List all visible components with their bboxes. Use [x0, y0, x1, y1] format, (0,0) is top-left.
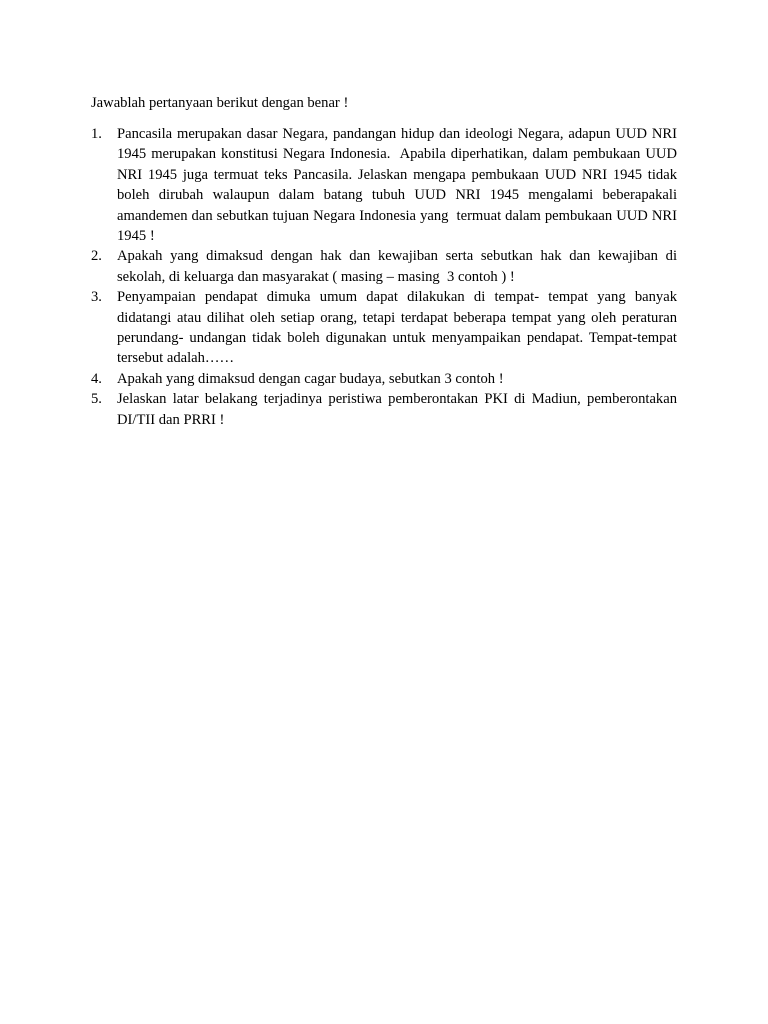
question-text: Apakah yang dimaksud dengan cagar budaya, sebutkan 3 contoh !	[117, 370, 504, 387]
question-text: Apakah yang dimaksud dengan hak dan kewajiban serta sebutkan hak dan kewajiban di sekolah, di keluarga dan masyarakat ( masing – masing 3 contoh ) !	[117, 248, 681, 285]
question-list	[91, 124, 681, 430]
question-text: Jelaskan latar belakang terjadinya peristiwa pemberontakan PKI di Madiun, pemberontakan DI/TII dan PRRI !	[117, 391, 681, 428]
question-text: Penyampaian pendapat dimuka umum dapat dilakukan di tempat- tempat yang banyak didatangi atau dilihat oleh setiap orang, tetapi terdapat beberapa tempat yang oleh peraturan perundang- undangan tidak boleh digunakan untuk menyampaikan pendapat. Tempat-tempat tersebut adalah……	[117, 289, 681, 367]
question-number: 1.	[91, 126, 102, 142]
question-number: 5.	[91, 391, 102, 408]
question-number: 2.	[91, 248, 102, 265]
question-number: 4.	[91, 370, 102, 387]
instruction-text: Jawablah pertanyaan berikut dengan benar !	[91, 95, 349, 111]
question-item-3	[91, 287, 681, 369]
question-item-5	[91, 389, 681, 430]
question-item-2	[91, 246, 681, 287]
question-item-4	[91, 369, 677, 389]
question-number: 3.	[91, 289, 102, 306]
question-item-1	[91, 124, 681, 246]
question-text: Pancasila merupakan dasar Negara, pandangan hidup dan ideologi Negara, adapun UUD NRI 1945 merupakan konstitusi Negara Indonesia. Apabila diperhatikan, dalam pembukaan UUD NRI 1945 juga termuat teks Pancasila. Jelaskan mengapa pembukaan UUD NRI 1945 tidak boleh dirubah walaupun dalam batang tubuh UUD NRI 1945 mengalami beberapakali amandemen dan sebutkan tujuan Negara Indonesia yang termuat dalam pembukaan UUD NRI 1945 !	[117, 126, 681, 245]
